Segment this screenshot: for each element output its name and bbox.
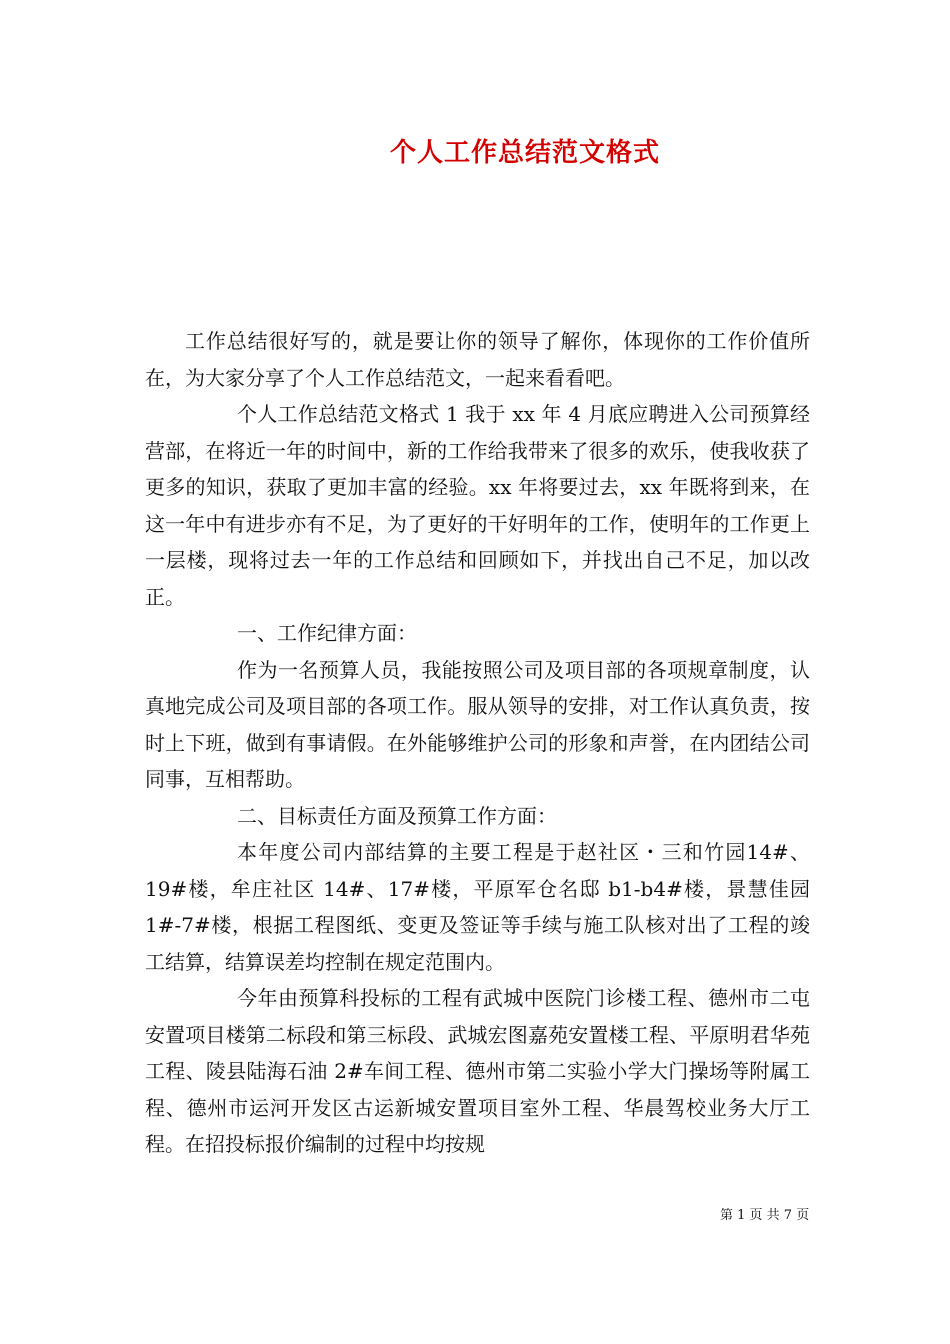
paragraph-intro: 工作总结很好写的，就是要让你的领导了解你，体现你的工作价值所在，为大家分享了个人工作总结范文，一起来看看吧。 xyxy=(145,329,810,390)
paragraph-bidding: 今年由预算科投标的工程有武城中医院门诊楼工程、德州市二屯安置项目楼第二标段和第三标段、武城宏图嘉苑安置楼工程、平原明君华苑工程、陵县陆海石油 2#车间工程、德州市第二实验小学大门操场等附属工程、德州市运河开发区古运新城安置项目室外工程、华晨驾校业务大厅工程。在招投标报价编制的过程中均按规 xyxy=(145,986,810,1156)
section-heading-targets: 二、目标责任方面及预算工作方面： xyxy=(237,803,557,828)
document-body xyxy=(145,323,810,1163)
paragraph-discipline: 作为一名预算人员，我能按照公司及项目部的各项规章制度，认真地完成公司及项目部的各项工作。服从领导的安排，对工作认真负责，按时上下班，做到有事请假。在外能够维护公司的形象和声誉，在内团结公司同事，互相帮助。 xyxy=(145,657,810,791)
paragraph-summary-1: 个人工作总结范文格式 1 我于 xx 年 4 月底应聘进入公司预算经营部，在将近一年的时间中，新的工作给我带来了很多的欢乐，使我收获了更多的知识，获取了更加丰富的经验。xx 年将要过去，xx 年既将到来，在这一年中有进步亦有不足，为了更好的干好明年的工作，使明年的工作更上一层楼，现将过去一年的工作总结和回顾如下，并找出自己不足，加以改正。 xyxy=(145,402,810,609)
page-number: 第 1 页 共 7 页 xyxy=(720,1208,810,1223)
paragraph-settlement: 本年度公司内部结算的主要工程是于赵社区・三和竹园14#、19#楼，牟庄社区 14#、17#楼，平原军仓名邸 b1-b4#楼，景慧佳园 1#-7#楼，根据工程图纸、变更及签证等手续与施工队核对出了工程的竣工结算，结算误差均控制在规定范围内。 xyxy=(145,840,810,974)
document-title: 个人工作总结范文格式 xyxy=(389,138,660,168)
section-heading-discipline: 一、工作纪律方面： xyxy=(237,621,417,645)
